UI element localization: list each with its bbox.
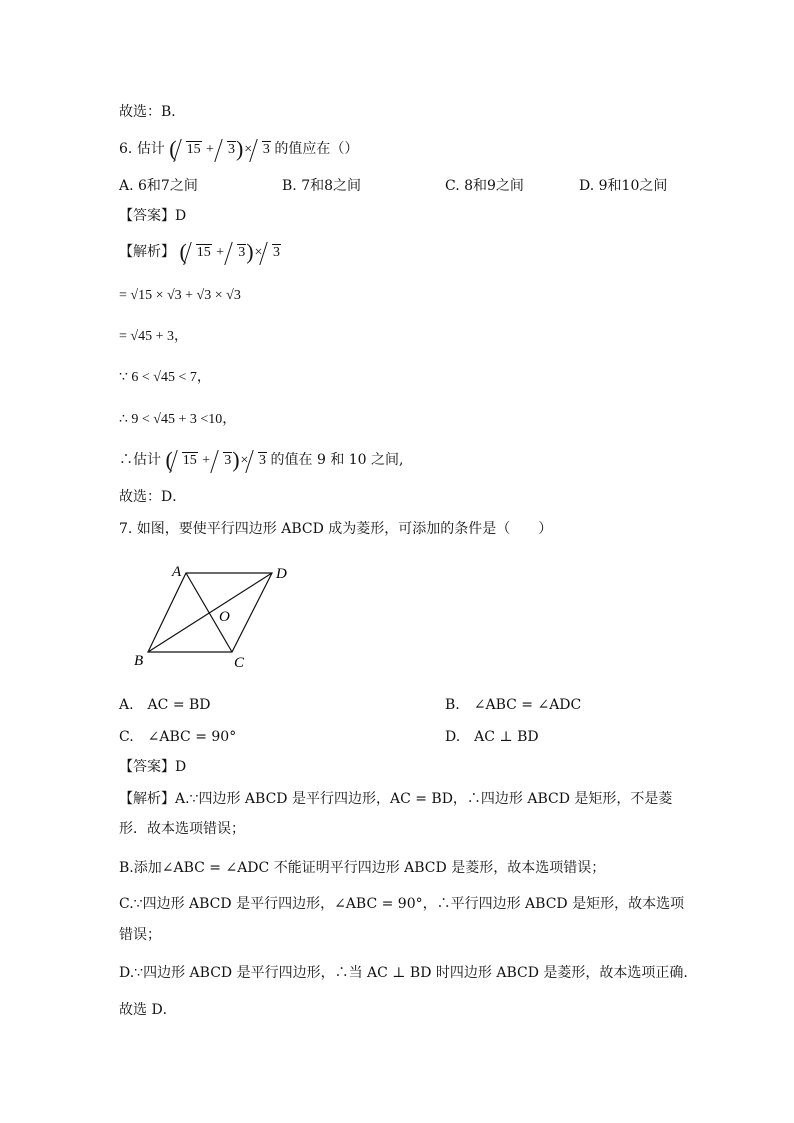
answer-7: 【答案】D: [119, 759, 187, 775]
question-number: 6.: [119, 141, 133, 157]
option-b: B. 7和8之间: [282, 178, 362, 194]
q7-option-d: D. AC ⊥ BD: [445, 729, 539, 745]
q7-option-a: A. AC = BD: [119, 697, 211, 713]
expression: ( 15 + 3)× 3: [179, 239, 281, 264]
option-d: D. 9和10之间: [579, 178, 668, 194]
sqrt-3: 3: [253, 140, 271, 160]
parallelogram-figure: [130, 558, 305, 673]
step-4: ∴ 9 < √45 + 3 <10，: [119, 412, 237, 427]
analysis-7-a1: 【解析】A.∵四边形 ABCD 是平行四边形，AC = BD，∴四边形 ABCD 是矩形，不是菱: [119, 791, 673, 807]
label-a: A: [172, 564, 182, 580]
sqrt-15: 15: [177, 140, 202, 160]
label-b: B: [134, 653, 144, 669]
expression: ( 15 + 3)× 3: [169, 136, 270, 161]
select-7: 故选 D．: [119, 1002, 177, 1018]
analysis-6-header: 【解析】 ( 15 + 3)× 3: [119, 239, 281, 264]
step-2: = √45 + 3，: [119, 329, 188, 344]
step-5: ∴估计 ( 15 + 3)× 3 的值在 9 和 10 之间,: [119, 447, 404, 472]
analysis-7-c2: 错误；: [119, 927, 161, 943]
question-7: 7. 如图，要使平行四边形 ABCD 成为菱形，可添加的条件是（ ）: [119, 521, 553, 537]
q7-option-b: B. ∠ABC = ∠ADC: [445, 697, 582, 713]
analysis-7-d: D.∵四边形 ABCD 是平行四边形，∴当 AC ⊥ BD 时四边形 ABCD 是菱形，故本选项正确.: [119, 965, 688, 981]
option-a: A. 6和7之间: [119, 178, 198, 194]
analysis-7-a2: 形．故本选项错误；: [119, 821, 245, 837]
q7-option-c: C. ∠ABC = 90°: [119, 729, 237, 745]
label-d: D: [276, 566, 287, 582]
label-o: O: [219, 609, 230, 625]
option-c: C. 8和9之间: [445, 178, 524, 194]
step-3: ∵ 6 < √45 < 7，: [119, 370, 211, 385]
label-c: C: [234, 655, 245, 671]
step-1: = √15 × √3 + √3 × √3: [119, 288, 241, 303]
question-text-pre: 估计: [136, 141, 165, 157]
sqrt-3: 3: [218, 140, 236, 160]
analysis-7-b: B.添加∠ABC = ∠ADC 不能证明平行四边形 ABCD 是菱形，故本选项错误；: [119, 860, 606, 876]
question-6: [119, 136, 359, 161]
expression: ( 15 + 3)× 3: [165, 447, 267, 472]
answer-6: 【答案】D: [119, 208, 187, 224]
analysis-7-c1: C.∵四边形 ABCD 是平行四边形，∠ABC = 90°，∴平行四边形 ABCD 是矩形，故本选项: [119, 896, 685, 912]
select-6: 故选：D．: [119, 489, 187, 505]
prev-answer-line: 故选：B．: [119, 104, 186, 120]
question-text-post: 的值应在（）: [274, 141, 359, 157]
